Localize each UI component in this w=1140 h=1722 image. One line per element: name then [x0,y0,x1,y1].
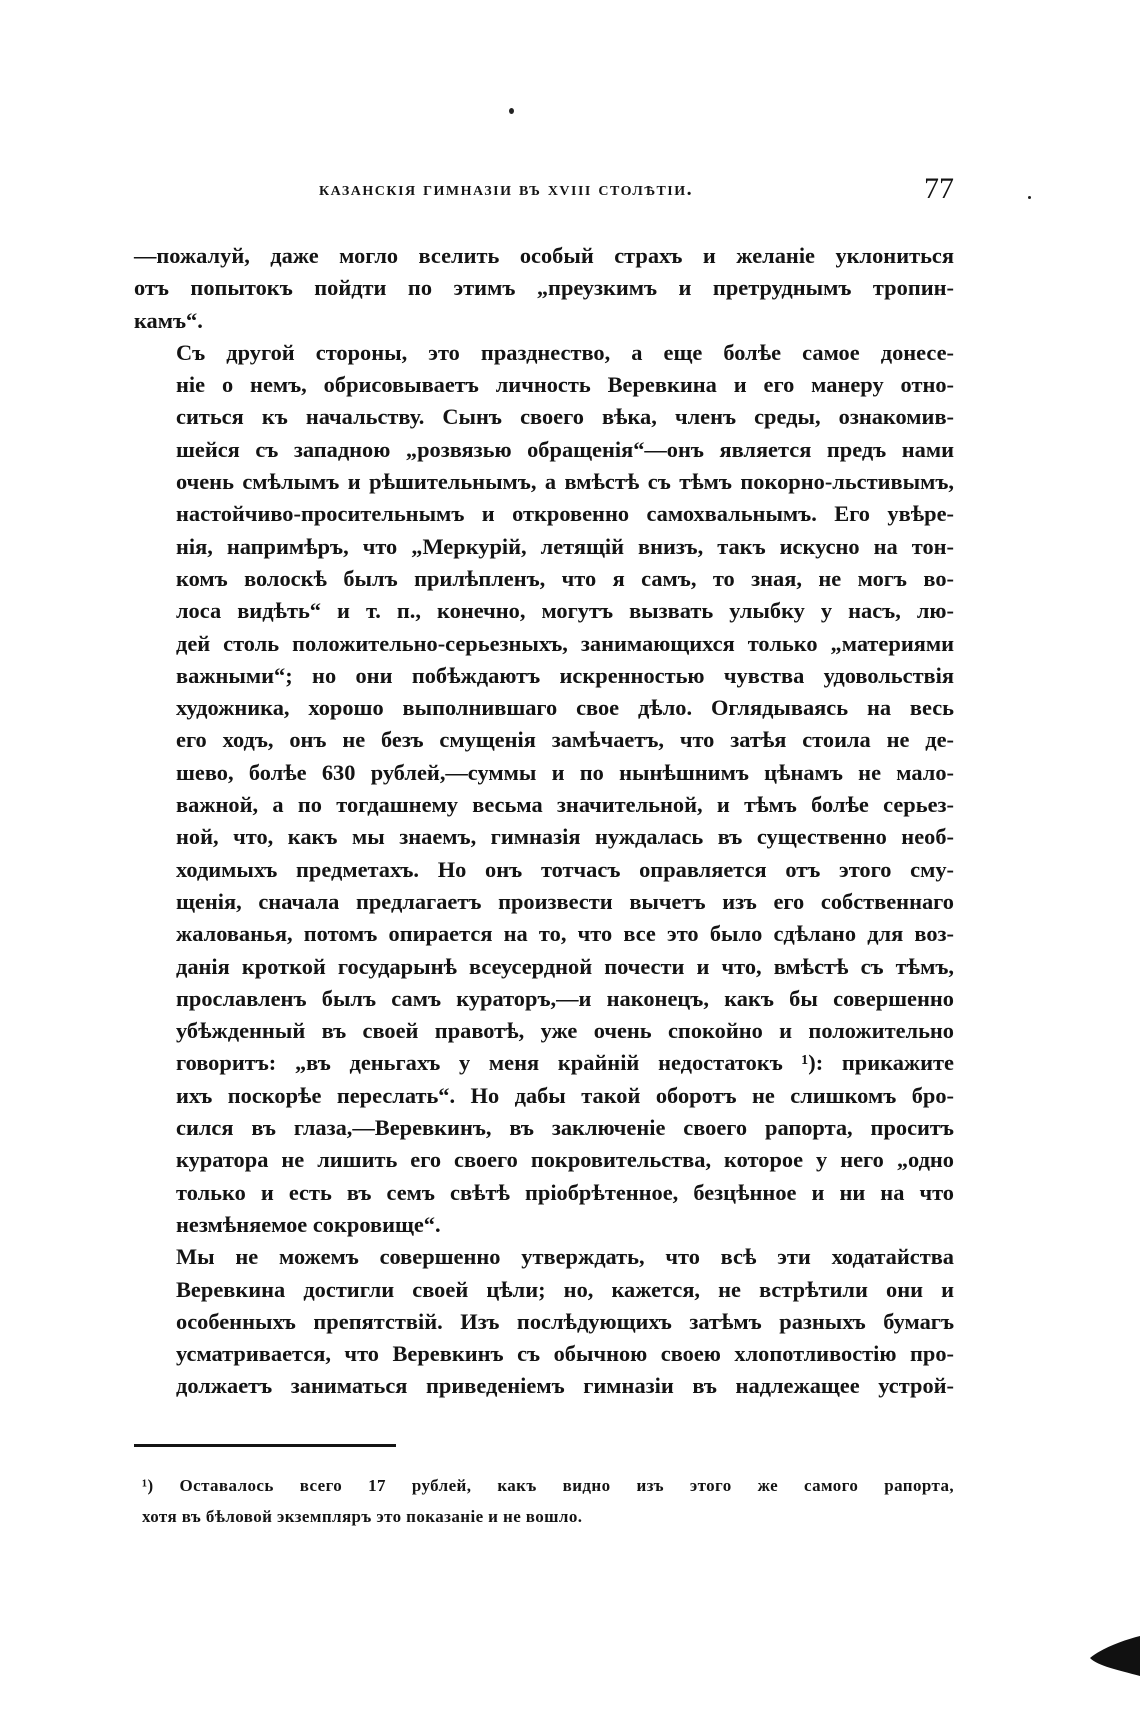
text-line: Съ другой стороны, это празднество, а еще болѣе самое донесе- [176,339,954,365]
text-line: Веревкина достигли своей цѣли; но, кажется, не встрѣтили они и [176,1276,954,1302]
footnote-separator [134,1444,396,1447]
text-line: Мы не можемъ совершенно утверждать, что всѣ эти ходатайства [176,1244,954,1270]
text-line: важной, а по тогдашнему весьма значительной, и тѣмъ болѣе серьез- [176,792,954,818]
text-line: сился въ глаза,—Веревкинъ, въ заключеніе своего рапорта, проситъ [176,1115,954,1141]
text-line: настойчиво-просительнымъ и откровенно самохвальнымъ. Его увѣре- [176,501,954,527]
text-line: ніе о немъ, обрисовываетъ личность Веревкина и его манеру отно- [176,372,954,398]
text-line: щенія, сначала предлагаетъ произвести вычетъ изъ его собственнаго [176,888,954,914]
text-line: отъ попытокъ пойдти по этимъ „преузкимъ и претруднымъ тропин- [134,275,954,301]
text-line: усматривается, что Веревкинъ съ обычною своею хлопотливостію про- [176,1341,954,1367]
text-line: убѣжденный въ своей правотѣ, уже очень спокойно и положительно [176,1018,954,1044]
text-line: данія кроткой государынѣ всеусердной почести и что, вмѣстѣ съ тѣмъ, [176,953,954,979]
text-line: шево, болѣе 630 рублей,—суммы и по нынѣшнимъ цѣнамъ не мало- [176,759,954,785]
paragraph [134,1241,954,1402]
paragraph-continued [134,240,954,337]
running-header [142,172,954,208]
text-line: лоса видѣть“ и т. п., конечно, могутъ вызвать улыбку у насъ, лю- [176,598,954,624]
text-line: ной, что, какъ мы знаемъ, гимназія нуждалась въ существенно необ- [176,824,954,850]
running-title: казанскія гимназіи въ xviii столѣтіи. [319,178,694,200]
text-line: ихъ поскорѣе переслать“. Но дабы такой оборотъ не слишкомъ бро- [176,1082,954,1108]
text-line: важными“; но они побѣждаютъ искренностью чувства удовольствія [176,662,954,688]
text-line: комъ волоскѣ былъ прилѣпленъ, что я самъ, то зная, не могъ во- [176,565,954,591]
text-line: камъ“. [134,307,203,333]
text-line: жалованья, потомъ опирается на то, что все это было сдѣлано для воз- [176,921,954,947]
text-line: нія, напримѣръ, что „Меркурій, летящій внизъ, такъ искусно на тон- [176,533,954,559]
footnote-line: ¹) Оставалось всего 17 рублей, какъ видно изъ этого же самого рапорта, [142,1476,954,1495]
footnote [142,1470,954,1532]
text-line: куратора не лишить его своего покровительства, которое у него „одно [176,1147,954,1173]
text-line: особенныхъ препятствій. Изъ послѣдующихъ затѣмъ разныхъ бумагъ [176,1308,954,1334]
text-line: ситься къ начальству. Сынъ своего вѣка, членъ среды, ознакомив- [176,404,954,430]
text-line: художника, хорошо выполнившаго свое дѣло. Оглядываясь на весь [176,695,954,721]
scan-speck [1028,196,1031,199]
text-line: говоритъ: „въ деньгахъ у меня крайній недостатокъ ¹): прикажите [176,1050,954,1076]
text-line: очень смѣлымъ и рѣшительнымъ, а вмѣстѣ съ тѣмъ покорно-льстивымъ, [176,469,954,495]
text-line: его ходъ, онъ не безъ смущенія замѣчаетъ, что затѣя стоила не де- [176,727,954,753]
text-line: —пожалуй, даже могло вселить особый страхъ и желаніе уклониться [134,243,954,268]
paragraph [134,337,954,1241]
text-line: только и есть въ семъ свѣтѣ пріобрѣтенное, безцѣнное и ни на что [176,1179,954,1205]
text-line: незмѣняемое сокровище“. [176,1211,441,1237]
text-line: ходимыхъ предметахъ. Но онъ тотчасъ оправляется отъ этого сму- [176,856,954,882]
page-number: 77 [924,172,954,205]
text-line: шейся съ западною „розвязью обращенія“—онъ является предъ нами [176,436,954,462]
body-text [134,240,954,1403]
text-line: прославленъ былъ самъ кураторъ,—и наконецъ, какъ бы совершенно [176,985,954,1011]
text-line: должаетъ заниматься приведеніемъ гимназіи въ надлежащее устрой- [176,1373,954,1399]
footnote-line: хотя въ бѣловой экземпляръ это показаніе и не вошло. [142,1507,583,1526]
scan-speck [509,108,514,114]
text-line: дей столь положительно-серьезныхъ, занимающихся только „материями [176,630,954,656]
page-edge-smudge [1088,1632,1140,1682]
